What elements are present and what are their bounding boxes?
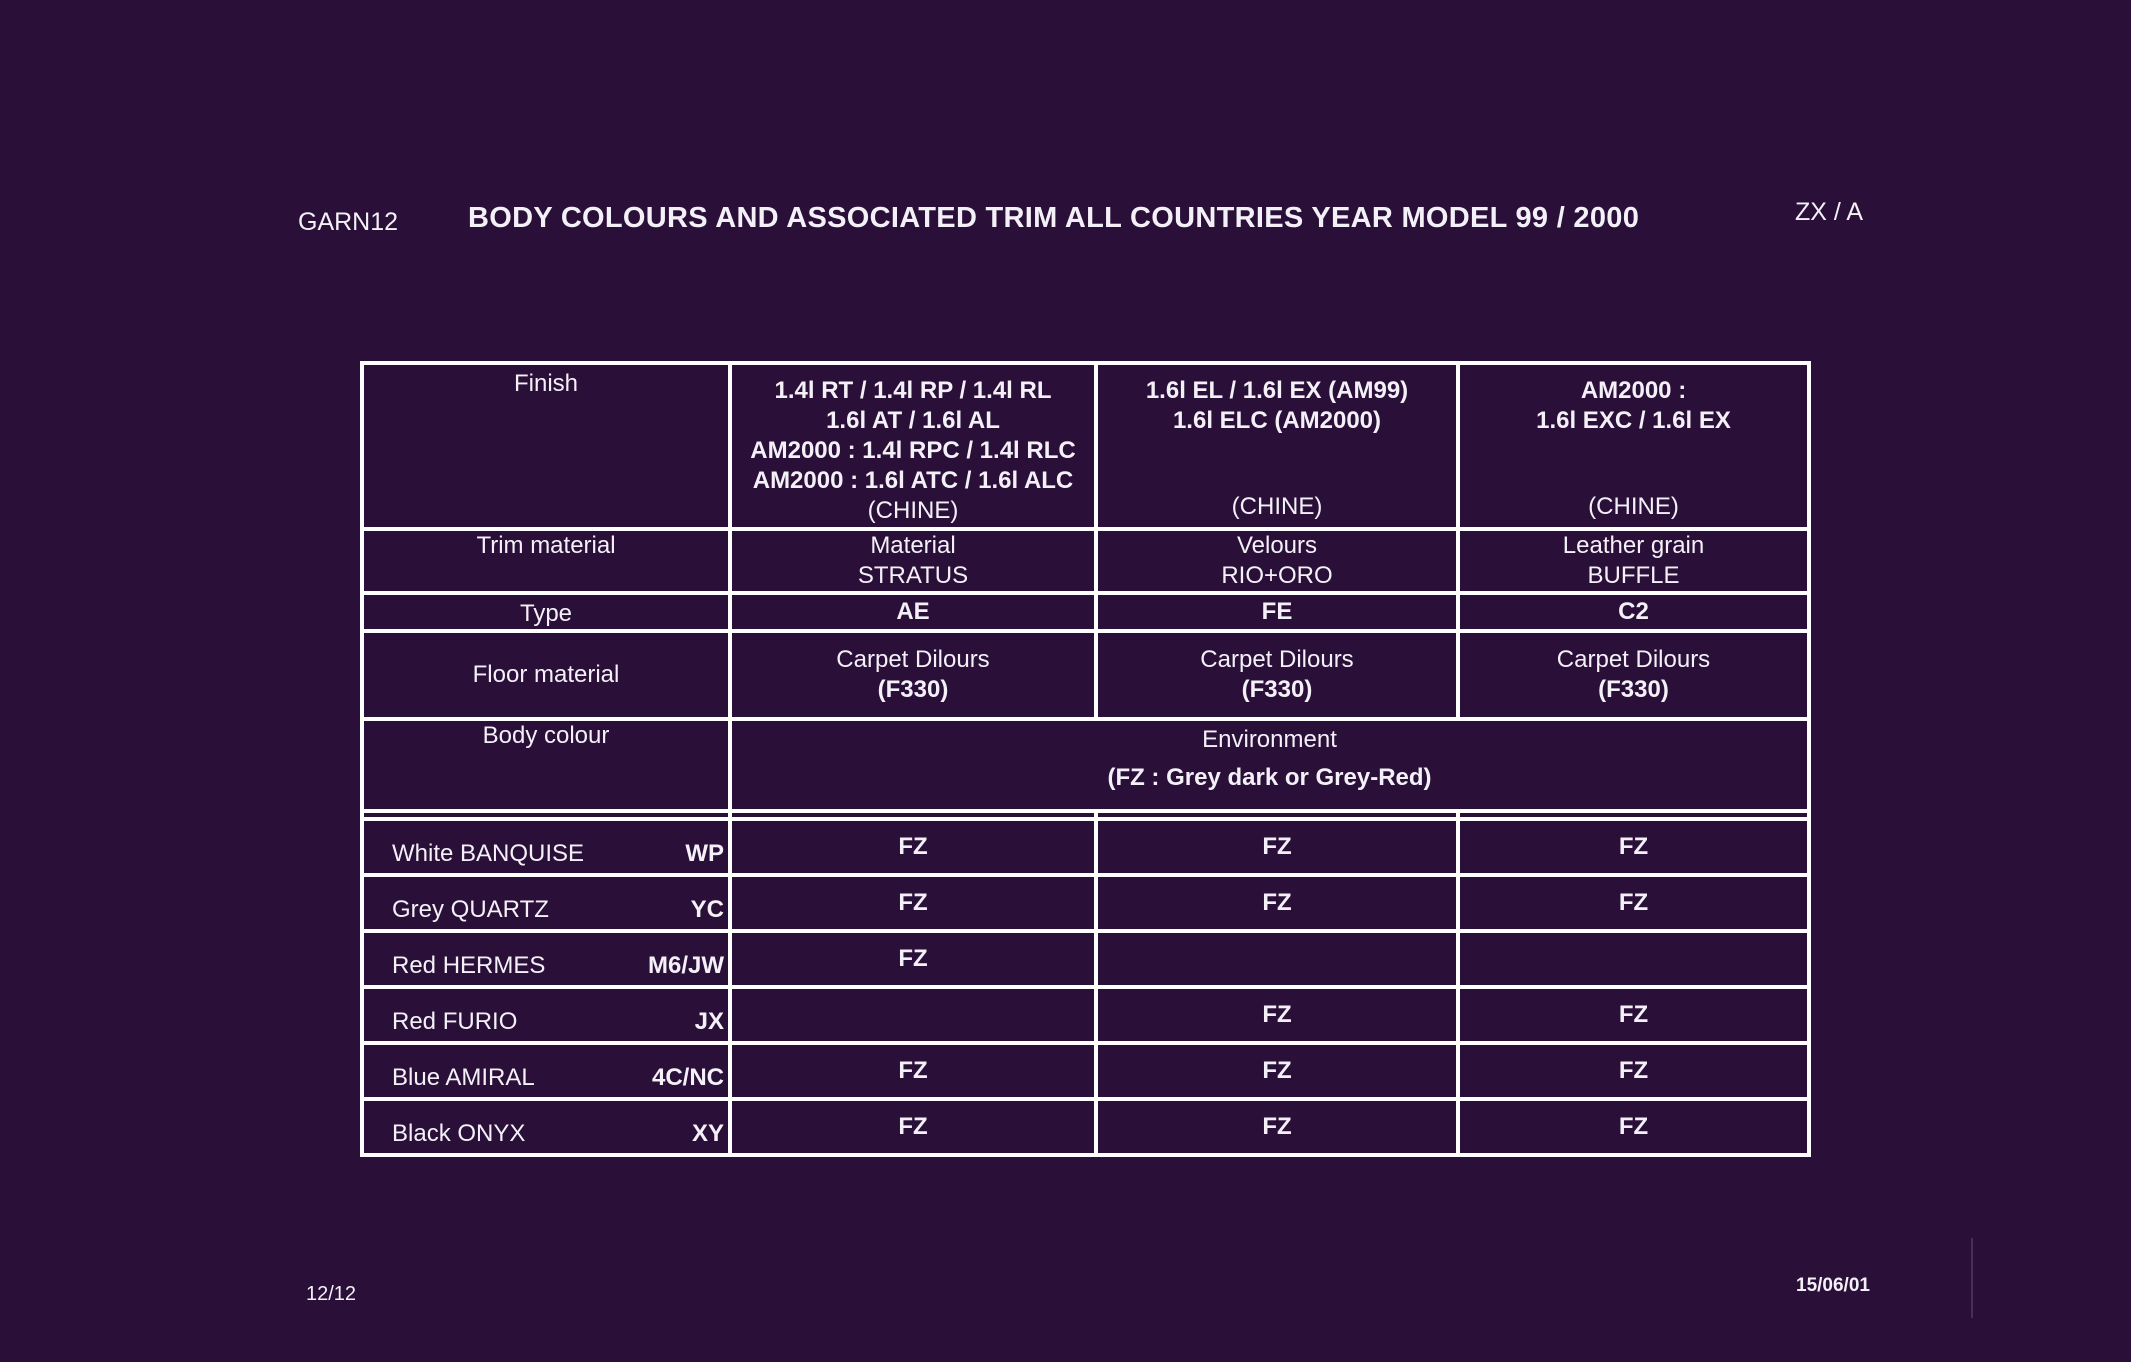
finish-cell xyxy=(1458,363,1809,529)
environment-value: FZ xyxy=(730,819,1096,875)
finish-market: (CHINE) xyxy=(867,497,959,524)
floor-cell xyxy=(730,631,1096,719)
finish-line: 1.6l ELC (AM2000) xyxy=(1172,407,1382,434)
environment-value: FZ xyxy=(1458,987,1809,1043)
body-colour-label: Body colour xyxy=(362,719,730,811)
colour-name: Blue AMIRAL xyxy=(392,1064,535,1091)
trim-cell xyxy=(730,529,1096,593)
environment-value: FZ xyxy=(1096,987,1458,1043)
environment-title: Environment xyxy=(1202,726,1337,753)
floor-line: Carpet Dilours xyxy=(1556,646,1711,673)
colour-row xyxy=(362,1043,1809,1099)
finish-line: AM2000 : 1.6l ATC / 1.6l ALC xyxy=(752,467,1074,494)
colour-label-cell xyxy=(362,931,730,987)
finish-market: (CHINE) xyxy=(1231,493,1323,520)
floor-line: (F330) xyxy=(1241,676,1313,703)
colour-name: Black ONYX xyxy=(392,1120,526,1147)
type-cell: AE xyxy=(730,593,1096,631)
colour-label-cell xyxy=(362,987,730,1043)
environment-value: FZ xyxy=(1096,1043,1458,1099)
environment-value: FZ xyxy=(1096,875,1458,931)
floor-line: (F330) xyxy=(1598,676,1669,703)
floor-material-row xyxy=(362,631,1809,719)
body-colours-trim-table xyxy=(360,361,1811,1157)
environment-value xyxy=(730,987,1096,1043)
floor-cell xyxy=(1096,631,1458,719)
environment-value: FZ xyxy=(730,931,1096,987)
environment-value: FZ xyxy=(1096,1099,1458,1155)
colour-name: Grey QUARTZ xyxy=(392,896,549,923)
document-date: 15/06/01 xyxy=(1796,1275,1870,1296)
colour-label-cell xyxy=(362,819,730,875)
environment-value: FZ xyxy=(1096,819,1458,875)
trim-line: STRATUS xyxy=(857,562,969,589)
trim-line: BUFFLE xyxy=(1587,562,1680,589)
finish-line: 1.4l RT / 1.4l RP / 1.4l RL xyxy=(774,377,1052,404)
trim-line: Material xyxy=(870,532,956,559)
environment-value: FZ xyxy=(1458,819,1809,875)
colour-label-cell xyxy=(362,1099,730,1155)
colour-row xyxy=(362,987,1809,1043)
environment-value: FZ xyxy=(730,875,1096,931)
divider-cell xyxy=(1458,811,1809,819)
colour-row xyxy=(362,819,1809,875)
type-cell: C2 xyxy=(1458,593,1809,631)
colour-row xyxy=(362,875,1809,931)
scan-edge-mark xyxy=(1971,1238,1973,1318)
colour-code: WP xyxy=(685,840,724,867)
divider-cell xyxy=(1096,811,1458,819)
colour-code: JX xyxy=(694,1008,724,1035)
divider-cell xyxy=(362,811,730,819)
environment-note: (FZ : Grey dark or Grey-Red) xyxy=(1107,764,1432,791)
colour-name: Red HERMES xyxy=(392,952,546,979)
colour-label-cell xyxy=(362,875,730,931)
colour-name: Red FURIO xyxy=(392,1008,518,1035)
environment-value: FZ xyxy=(1458,875,1809,931)
floor-line: (F330) xyxy=(877,676,949,703)
finish-line: 1.6l EXC / 1.6l EX xyxy=(1536,407,1731,434)
finish-market: (CHINE) xyxy=(1588,493,1679,520)
type-row xyxy=(362,593,1809,631)
colour-name: White BANQUISE xyxy=(392,840,585,867)
floor-line: Carpet Dilours xyxy=(1200,646,1354,673)
page-number: 12/12 xyxy=(306,1283,357,1305)
environment-value: FZ xyxy=(1458,1043,1809,1099)
type-cell: FE xyxy=(1096,593,1458,631)
trim-material-row xyxy=(362,529,1809,593)
floor-line: Carpet Dilours xyxy=(836,646,990,673)
trim-material-label: Trim material xyxy=(362,529,730,593)
floor-material-label: Floor material xyxy=(362,631,730,719)
environment-value xyxy=(1458,931,1809,987)
finish-cell xyxy=(1096,363,1458,529)
body-colour-row xyxy=(362,719,1809,811)
colour-code: 4C/NC xyxy=(651,1064,724,1091)
colour-code: YC xyxy=(690,896,724,923)
finish-line: AM2000 : xyxy=(1580,377,1687,404)
trim-line: Velours xyxy=(1236,532,1318,559)
finish-row xyxy=(362,363,1809,529)
finish-line: 1.6l EL / 1.6l EX (AM99) xyxy=(1145,377,1409,404)
environment-value xyxy=(1096,931,1458,987)
colour-code: XY xyxy=(691,1120,724,1147)
environment-value: FZ xyxy=(730,1099,1096,1155)
trim-cell xyxy=(1096,529,1458,593)
colour-code: M6/JW xyxy=(647,952,724,979)
trim-line: Leather grain xyxy=(1562,532,1705,559)
divider-cell xyxy=(730,811,1096,819)
finish-line: 1.6l AT / 1.6l AL xyxy=(826,407,1000,434)
colour-row xyxy=(362,1099,1809,1155)
finish-label: Finish xyxy=(362,363,730,529)
finish-line: AM2000 : 1.4l RPC / 1.4l RLC xyxy=(750,437,1076,464)
floor-cell xyxy=(1458,631,1809,719)
type-label: Type xyxy=(362,593,730,631)
trim-cell xyxy=(1458,529,1809,593)
colour-row xyxy=(362,931,1809,987)
document-title: BODY COLOURS AND ASSOCIATED TRIM ALL COUNTRIES YEAR MODEL 99 / 2000 xyxy=(468,202,1640,234)
table-divider xyxy=(362,811,1809,819)
environment-cell xyxy=(730,719,1809,811)
finish-cell xyxy=(730,363,1096,529)
environment-value: FZ xyxy=(730,1043,1096,1099)
colour-label-cell xyxy=(362,1043,730,1099)
document-reference: ZX / A xyxy=(1795,198,1864,226)
environment-value: FZ xyxy=(1458,1099,1809,1155)
trim-line: RIO+ORO xyxy=(1221,562,1333,589)
document-code: GARN12 xyxy=(298,208,399,236)
